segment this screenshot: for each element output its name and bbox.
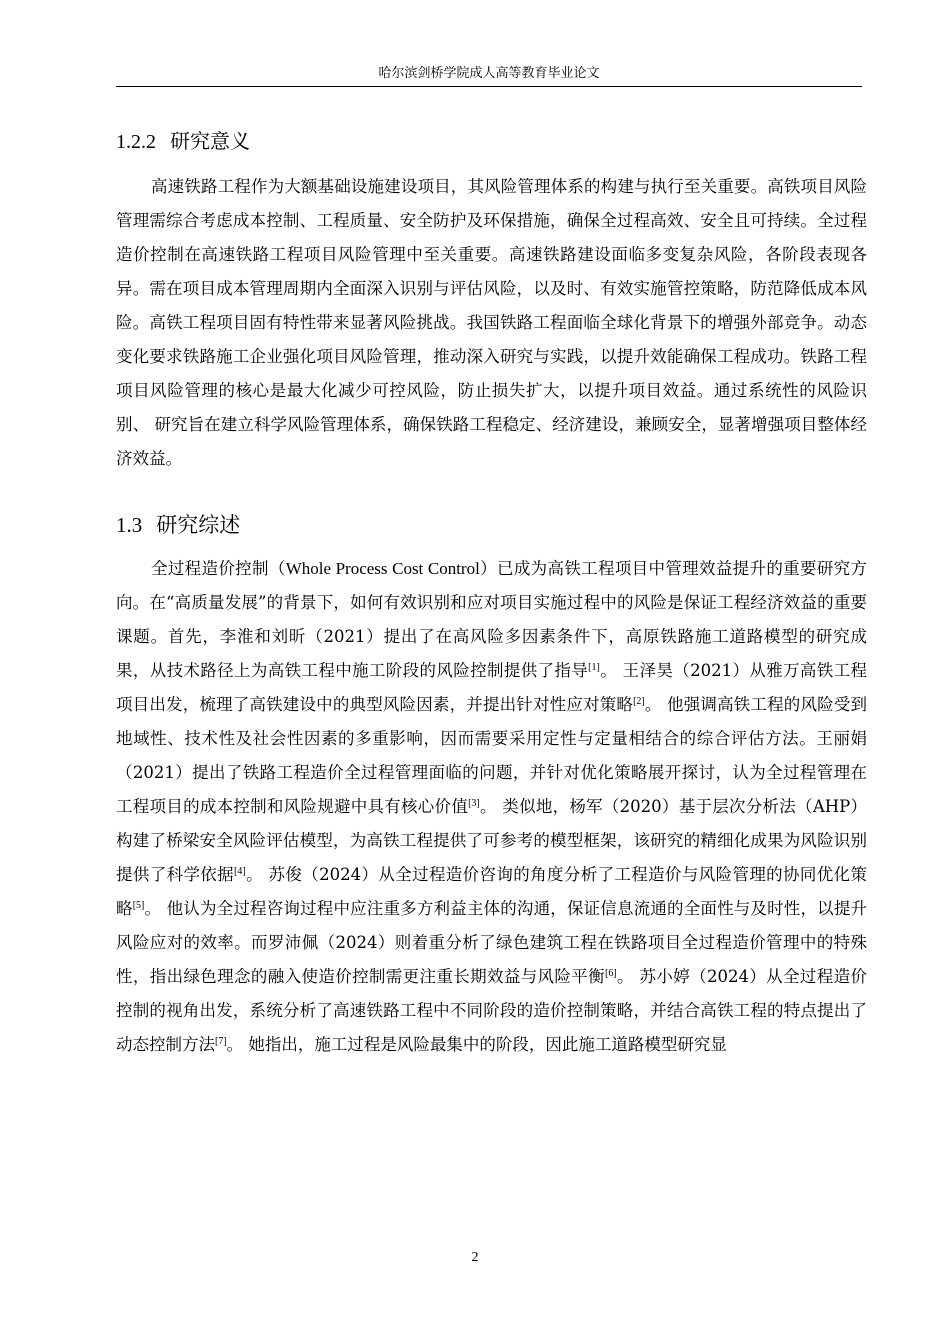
section-heading-1-2-2 — [116, 126, 250, 157]
text-run-latin: Whole Process Cost Control — [285, 559, 480, 578]
text-run: 。 类似地，杨军（2020）基于层次分析法（AHP）构建了桥梁安全风险评估模型，为高铁工程提供了可参考的模型框架，该研究的精细化成果为风险识别提供了科学依据 — [116, 797, 867, 884]
citation-ref-4: [4] — [234, 866, 246, 877]
text-run: ）已成为高铁工程项目中管理效益提升的重要研究方向。在“高质量发展”的背景下，如何有效识别和应对项目实施过程中的风险是保证工程经济效益的重要课题。首先，李淮和刘昕（2021）提出了在高风险多因素条件下，高原铁路施工道路模型的研究成果，从技术路径上为高铁工程中施工阶段的风险控制提供了指导 — [116, 559, 868, 680]
section-number: 1.2.2 — [116, 131, 156, 153]
text-run: 。 苏俊（2024）从全过程造价咨询的角度分析了工程造价与风险管理的协同优化策略 — [116, 865, 867, 918]
body-paragraph-review — [116, 552, 867, 1062]
section-title: 研究意义 — [170, 129, 250, 153]
text-run: 。 他强调高铁工程的风险受到地域性、技术性及社会性因素的多重影响，因而需要采用定性与定量相结合的综合评估方法。王丽娟（2021）提出了铁路工程造价全过程管理面临的问题，并针对优化策略展开探讨，认为全过程管理在工程项目的成本控制和风险规避中具有核心价值 — [116, 695, 868, 816]
section-number: 1.3 — [116, 513, 143, 537]
section-heading-1-3 — [116, 510, 240, 540]
citation-ref-3: [3] — [468, 798, 480, 809]
running-header: 哈尔滨剑桥学院成人高等教育毕业论文 — [378, 66, 600, 81]
body-paragraph-significance: 高速铁路工程作为大额基础设施建设项目，其风险管理体系的构建与执行至关重要。高铁项目风险管理需综合考虑成本控制、工程质量、安全防护及环保措施，确保全过程高效、安全且可持续。全过程造价控制在高速铁路工程项目风险管理中至关重要。高速铁路建设面临多变复杂风险，各阶段表现各异。需在项目成本管理周期内全面深入识别与评估风险，以及时、有效实施管控策略，防范降低成本风险。高铁工程项目固有特性带来显著风险挑战。我国铁路工程面临全球化背景下的增强外部竞争。动态变化要求铁路施工企业强化项目风险管理，推动深入研究与实践，以提升效能确保工程成功。铁路工程项目风险管理的核心是最大化减少可控风险，防止损失扩大，以提升项目效益。通过系统性的风险识别、 研究旨在建立科学风险管理体系，确保铁路工程稳定、经济建设，兼顾安全，显著增强项目整体经济效益。 — [116, 177, 867, 468]
section-title: 研究综述 — [156, 513, 241, 537]
text-run: 全过程造价控制（ — [151, 559, 286, 578]
citation-ref-2: [2] — [633, 696, 645, 707]
text-run: 。 王泽昊（2021）从雅万高铁工程项目出发，梳理了高铁建设中的典型风险因素，并提出针对性应对策略 — [116, 661, 867, 714]
text-run: 。 她指出，施工过程是风险最集中的阶段，因此施工道路模型研究显 — [226, 1035, 727, 1054]
header-rule — [116, 86, 862, 87]
citation-ref-7: [7] — [215, 1036, 227, 1047]
citation-ref-6: [6] — [605, 968, 617, 979]
citation-ref-5: [5] — [132, 900, 145, 911]
text-run: 。 他认为全过程咨询过程中应注重多方利益主体的沟通，保证信息流通的全面性与及时性，以提升风险应对的效率。而罗沛佩（2024）则着重分析了绿色建筑工程在铁路项目全过程造价管理中的特殊性，指出绿色理念的融入使造价控制需更注重长期效益与风险平衡 — [116, 899, 868, 986]
text-run: 。 苏小婷（2024）从全过程造价控制的视角出发，系统分析了高速铁路工程中不同阶段的造价控制策略，并结合高铁工程的特点提出了动态控制方法 — [116, 967, 867, 1054]
page-number: 2 — [471, 1250, 479, 1265]
citation-ref-1: [1] — [588, 662, 600, 673]
